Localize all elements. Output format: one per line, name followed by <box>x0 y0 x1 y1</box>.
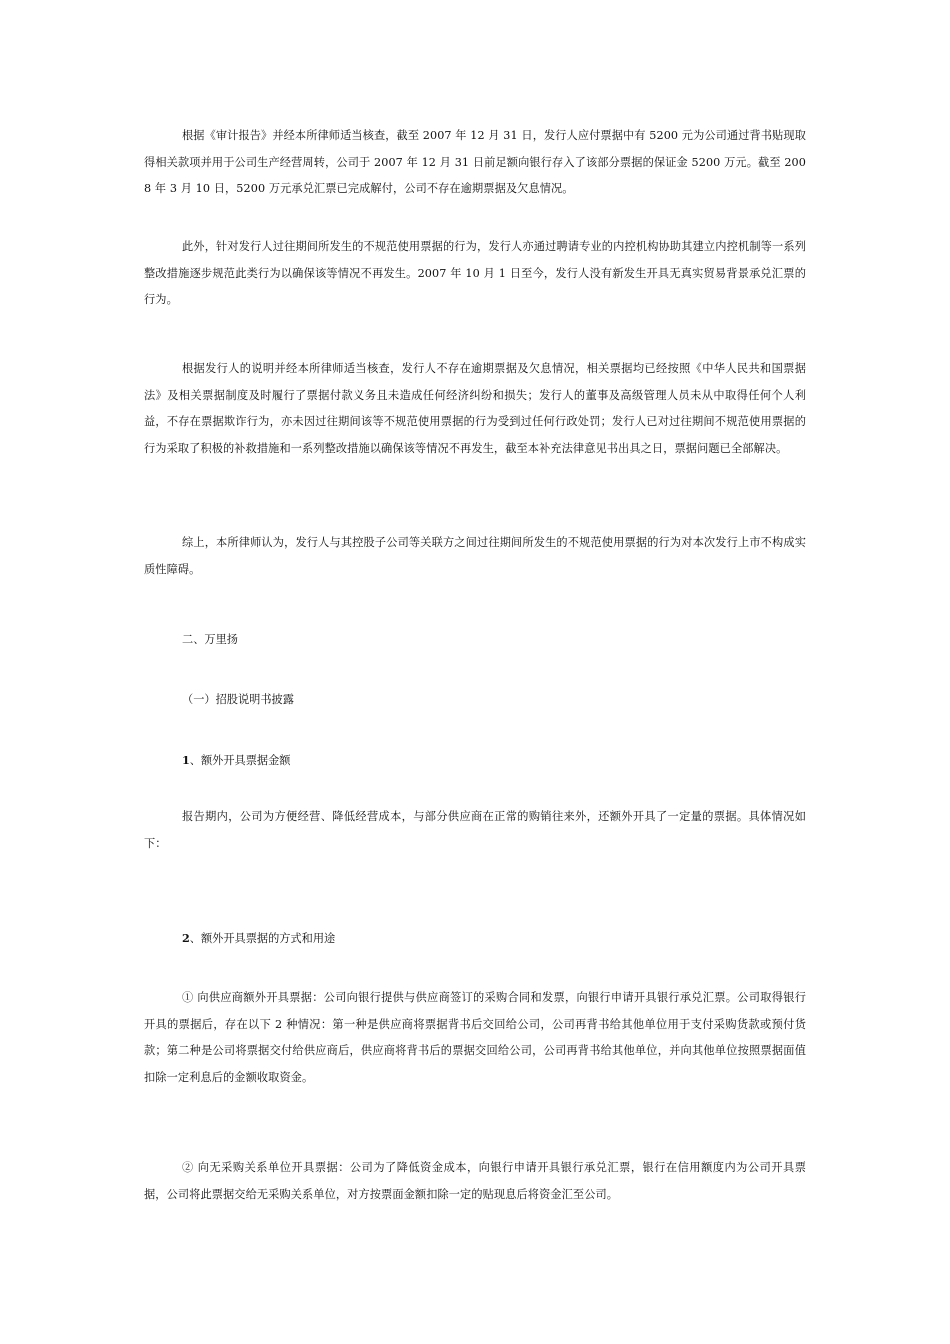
item-title: 、额外开具票据的方式和用途 <box>189 932 336 945</box>
item-title: 、额外开具票据金额 <box>189 754 291 767</box>
paragraph-conclusion: 综上，本所律师认为，发行人与其控股子公司等关联方之间过往期间所发生的不规范使用票据的行为对本次发行上市不构成实质性障碍。 <box>144 536 806 576</box>
item-number: 1 <box>182 753 190 767</box>
item-number: 2 <box>182 931 190 945</box>
paragraph-rectification: 此外，针对发行人过往期间所发生的不规范使用票据的行为，发行人亦通过聘请专业的内控机构协助其建立内控机制等一系列整改措施逐步规范此类行为以确保该等情况不再发生。2007 年 10 月 1 日至今，发行人没有新发生开具无真实贸易背景承兑汇票的行为。 <box>144 240 806 306</box>
paragraph-lawyer-verification: 根据发行人的说明并经本所律师适当核查，发行人不存在逾期票据及欠息情况，相关票据均已经按照《中华人民共和国票据法》及相关票据制度及时履行了票据付款义务且未造成任何经济纠纷和损失；发行人的董事及高级管理人员未从中取得任何个人利益，不存在票据欺诈行为，亦未因过往期间该等不规范使用票据的行为受到过任何行政处罚；发行人已对过往期间不规范使用票据的行为采取了积极的补救措施和一系列整改措施以确保该等情况不再发生，截至本补充法律意见书出具之日，票据问题已全部解决。 <box>144 362 806 455</box>
paragraph-non-purchase-tickets: ② 向无采购关系单位开具票据：公司为了降低资金成本，向银行申请开具银行承兑汇票，银行在信用额度内为公司开具票据，公司将此票据交给无采购关系单位，对方按票面金额扣除一定的贴现息后将资金汇至公司。 <box>144 1161 806 1201</box>
subsection-heading-prospectus: （一）招股说明书披露 <box>182 693 294 706</box>
section-heading-wanliyang: 二、万里扬 <box>182 633 238 646</box>
paragraph-audit-report: 根据《审计报告》并经本所律师适当核查，截至 2007 年 12 月 31 日，发行人应付票据中有 5200 元为公司通过背书贴现取得相关款项并用于公司生产经营周转，公司于 2007 年 12 月 31 日前足额向银行存入了该部分票据的保证金 5200 万元。截至 2008 年 3 月 10 日，5200 万元承兑汇票已完成解付，公司不存在逾期票据及欠息情况。 <box>144 129 806 195</box>
paragraph-supplier-tickets: ① 向供应商额外开具票据：公司向银行提供与供应商签订的采购合同和发票，向银行申请开具银行承兑汇票。公司取得银行开具的票据后，存在以下 2 种情况：第一种是供应商将票据背书后交回给公司，公司再背书给其他单位用于支付采购货款或预付货款；第二种是公司将票据交付给供应商后，供应商将背书后的票据交回给公司，公司再背书给其他单位，并向其他单位按照票据面值扣除一定利息后的金额收取资金。 <box>144 991 806 1084</box>
item-heading-ticket-amount <box>182 749 291 772</box>
paragraph-reporting-period: 报告期内，公司为方便经营、降低经营成本，与部分供应商在正常的购销往来外，还额外开具了一定量的票据。具体情况如下： <box>144 810 806 850</box>
item-heading-ticket-method <box>182 927 335 950</box>
